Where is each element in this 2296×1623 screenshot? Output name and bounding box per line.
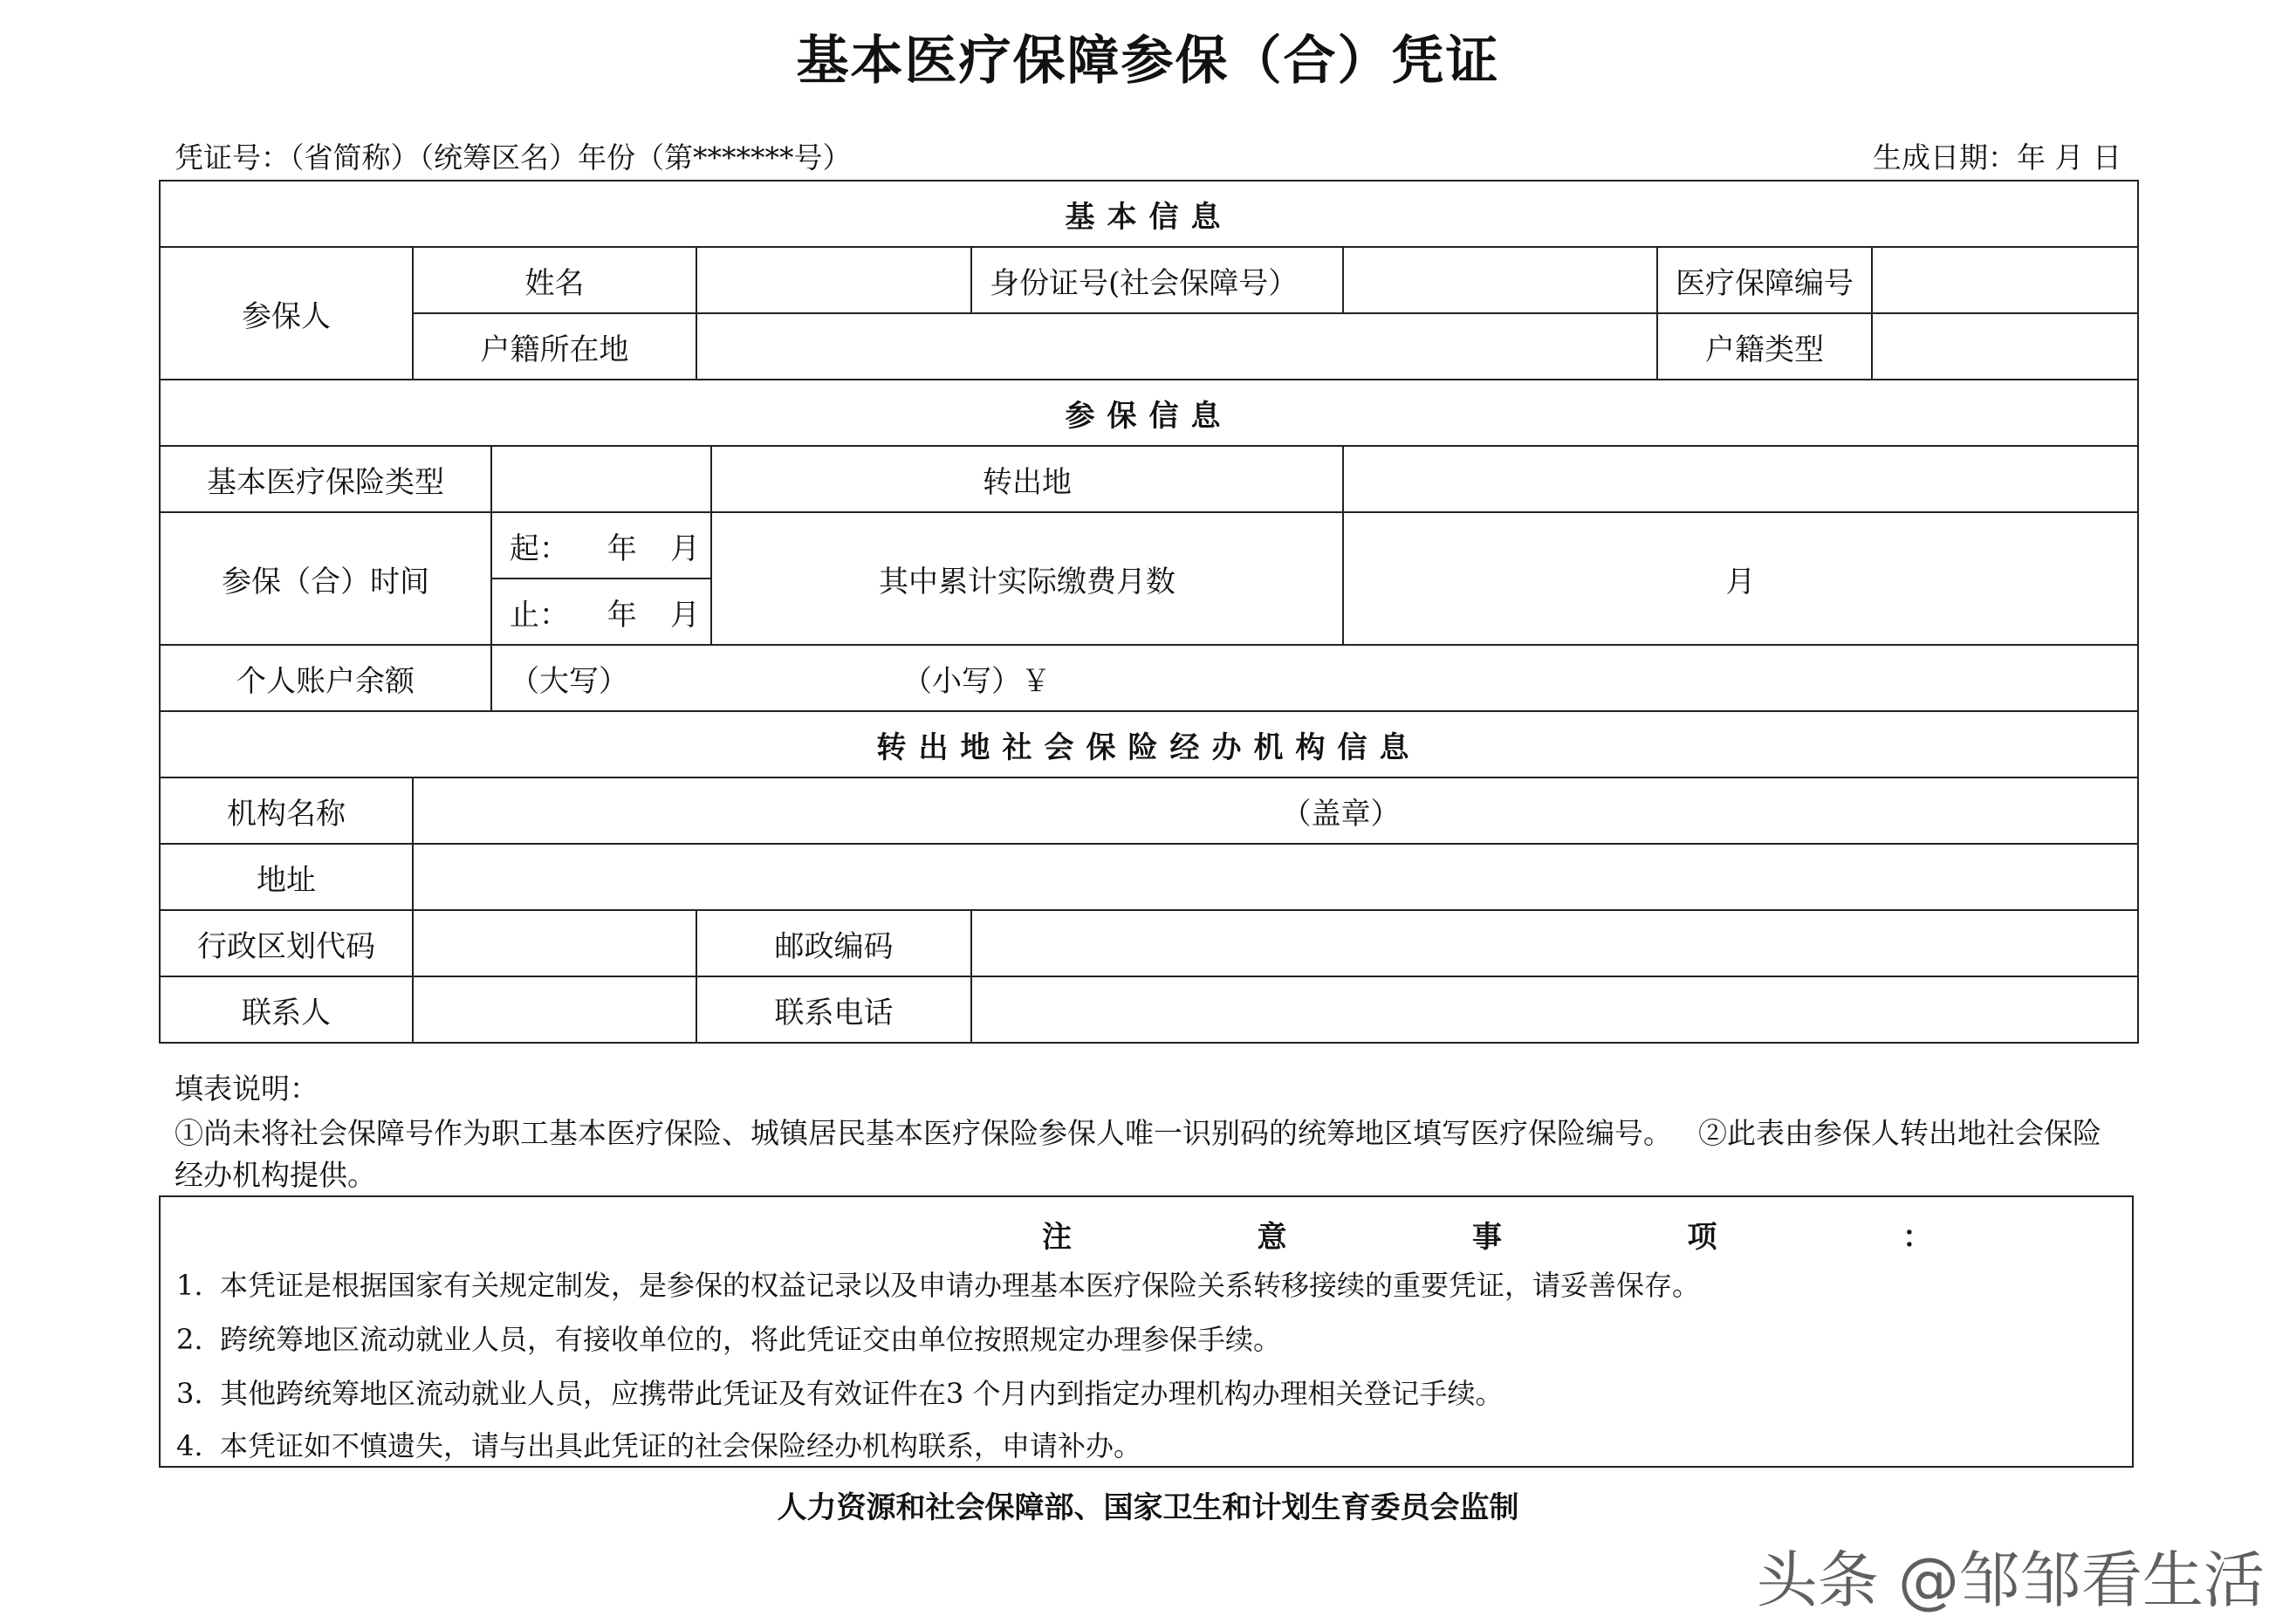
notice-title — [1042, 1213, 1932, 1256]
medical-number-label: 医疗保障编号 — [1657, 247, 1872, 313]
months-paid-label: 其中累计实际缴费月数 — [711, 512, 1343, 645]
address-label: 地址 — [160, 844, 413, 910]
phone-value[interactable] — [971, 976, 2138, 1043]
end-month-label: 月 — [670, 597, 700, 633]
start-month-label: 月 — [670, 531, 700, 566]
notice-item-text: 其他跨统筹地区流动就业人员，应携带此凭证及有效证件在3 个月内到指定办理机构办理相关登记手续。 — [220, 1377, 1504, 1410]
notice-title-char: ： — [1902, 1220, 1932, 1255]
notes-heading: 填表说明： — [175, 1072, 319, 1106]
id-number-value[interactable] — [1343, 247, 1657, 313]
account-balance-value[interactable] — [491, 645, 2138, 711]
postal-code-label: 邮政编码 — [696, 910, 971, 976]
notice-item-number: 3. — [176, 1377, 203, 1410]
end-year-label: 年 — [607, 597, 637, 633]
notice-item-text: 本凭证如不慎遗失，请与出具此凭证的社会保险经办机构联系，申请补办。 — [220, 1429, 1142, 1462]
notice-box — [159, 1195, 2134, 1468]
section-insured-info: 参保信息 — [160, 380, 2138, 446]
admin-code-label: 行政区划代码 — [160, 910, 413, 976]
period-start[interactable] — [491, 512, 711, 579]
medical-number-value[interactable] — [1872, 247, 2138, 313]
id-number-label: 身份证号(社会保障号） — [971, 247, 1343, 313]
insurance-type-label: 基本医疗保险类型 — [160, 446, 491, 512]
section-agency-info: 转出地社会保险经办机构信息 — [160, 711, 2138, 777]
months-paid-value[interactable]: 月 — [1343, 512, 2138, 645]
notice-item-text: 本凭证是根据国家有关规定制发，是参保的权益记录以及申请办理基本医疗保险关系转移接续的重要凭证，请妥善保存。 — [220, 1269, 1701, 1302]
notes-body — [175, 1113, 2121, 1196]
address-value[interactable] — [413, 844, 2138, 910]
contact-value[interactable] — [413, 976, 696, 1043]
start-year-label: 年 — [607, 531, 637, 566]
notice-title-char: 意 — [1257, 1220, 1287, 1255]
note-item-1: ①尚未将社会保障号作为职工基本医疗保险、城镇居民基本医疗保险参保人唯一识别码的统筹地区填写医疗保险编号。 — [175, 1116, 1672, 1150]
name-value[interactable] — [696, 247, 971, 313]
household-location-label: 户籍所在地 — [413, 313, 696, 380]
period-end[interactable] — [491, 579, 711, 645]
contact-label: 联系人 — [160, 976, 413, 1043]
agency-name-label: 机构名称 — [160, 777, 413, 844]
notice-item-text: 跨统筹地区流动就业人员，有接收单位的，将此凭证交由单位按照规定办理参保手续。 — [220, 1323, 1282, 1356]
transfer-out-value[interactable] — [1343, 446, 2138, 512]
notice-item — [176, 1424, 1141, 1464]
phone-label: 联系电话 — [696, 976, 971, 1043]
household-location-value[interactable] — [696, 313, 1657, 380]
admin-code-value[interactable] — [413, 910, 696, 976]
notice-title-char: 事 — [1472, 1220, 1502, 1255]
household-type-label: 户籍类型 — [1657, 313, 1872, 380]
uppercase-amount-label: （大写） — [510, 663, 628, 699]
page-title: 基本医疗保障参保（合）凭证 — [796, 31, 1500, 92]
notice-item — [176, 1372, 1504, 1412]
lowercase-amount-label: （小写）￥ — [902, 663, 1051, 699]
voucher-number: 凭证号：（省简称）（统筹区名）年份（第*******号） — [175, 140, 852, 175]
insured-person-label: 参保人 — [160, 247, 413, 380]
notice-item — [176, 1318, 1281, 1358]
end-label: 止： — [510, 597, 569, 633]
insured-period-label: 参保（合）时间 — [160, 512, 491, 645]
agency-name-value[interactable] — [413, 777, 2138, 844]
transfer-out-label: 转出地 — [711, 446, 1343, 512]
section-basic-info: 基本信息 — [160, 181, 2138, 247]
seal-label: （盖章） — [1281, 796, 1401, 832]
voucher-table — [159, 180, 2139, 1044]
notice-item — [176, 1263, 1700, 1304]
account-balance-label: 个人账户余额 — [160, 645, 491, 711]
notice-title-char: 注 — [1042, 1220, 1072, 1255]
generation-date: 生成日期：年 月 日 — [1873, 140, 2121, 175]
insurance-type-value[interactable] — [491, 446, 711, 512]
watermark: 头条 @邹邹看生活 — [1756, 1544, 2265, 1616]
notice-item-number: 1. — [176, 1269, 203, 1302]
notice-title-char: 项 — [1687, 1220, 1717, 1255]
issuer-footer: 人力资源和社会保障部、国家卫生和计划生育委员会监制 — [777, 1490, 1519, 1525]
start-label: 起： — [510, 531, 569, 566]
note-item-2: ②此表由参保人转出地社会保险经办机构提供。 — [175, 1116, 2101, 1192]
notice-item-number: 2. — [176, 1323, 203, 1356]
household-type-value[interactable] — [1872, 313, 2138, 380]
name-label: 姓名 — [413, 247, 696, 313]
postal-code-value[interactable] — [971, 910, 2138, 976]
notice-item-number: 4. — [176, 1429, 203, 1462]
